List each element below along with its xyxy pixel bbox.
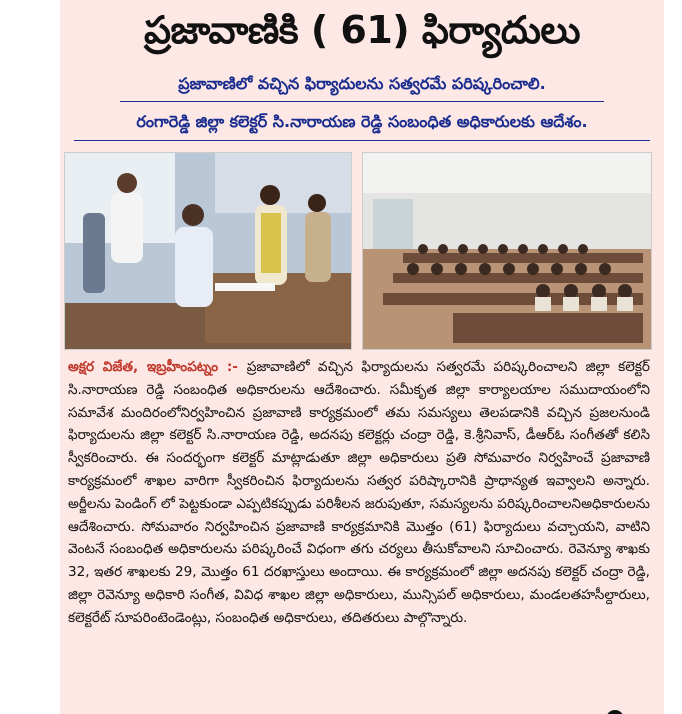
subheading-2-underline	[74, 140, 650, 141]
photo-hall-illustration	[363, 153, 651, 349]
headline: ప్రజావాణికి ( 61) ఫిర్యాదులు	[143, 8, 581, 52]
photo-meeting-hall-audience	[362, 152, 652, 350]
subheading-2: రంగారెడ్డి జిల్లా కలెక్టర్ సి.నారాయణ రెడ్డి సంబంధిత అధికారులకు ఆదేశం.	[136, 112, 588, 131]
article-text: ప్రజావాణిలో వచ్చిన ఫిర్యాదులను సత్వరమే పరిష్కరించాలని జిల్లా కలెక్టర్ సి.నారాయణ రెడ్డి సంబంధిత అధికారులను ఆదేశించారు. సమీకృత జిల్లా కార్యాలయాల సముదాయంలోని సమావేశ మందిరంలోనిర్వహించిన ప్రజావాణి కార్యక్రమంలో తమ సమస్యలు తెలపడానికి వచ్చిన ప్రజలనుండి ఫిర్యాదులను జిల్లా కలెక్టర్ సి.నారాయణ రెడ్డి, అదనపు కలెక్టర్లు చంద్రా రెడ్డి, కె.శ్రీనివాస్, డీఆర్ఓ సంగీతతో కలిసి స్వీకరించారు. ఈ సందర్భంగా కలెక్టర్ మాట్లాడుతూ జిల్లా అధికారులు ప్రతి సోమవారం నిర్వహించే ప్రజావాణి కార్యక్రమంలో శాఖల వారిగా స్వీకరించిన ఫిర్యాదులను సత్వర పరిష్కారానికి ప్రాధాన్యత ఇవ్వాలని అన్నారు. అర్జీలను పెండింగ్ లో పెట్టకుండా ఎప్పటికప్పుడు పరిశీలన జరుపుతూ, సమస్యలను పరిష్కరించాలనిఅధికారులను ఆదేశించారు. సోమవారం నిర్వహించిన ప్రజావాణి కార్యక్రమానికి మొత్తం (61) ఫిర్యాదులు వచ్చాయని, వాటిని వెంటనే సంబంధిత అధికారులను పరిష్కరించే విధంగా తగు చర్యలు తీసుకోవాలని సూచించారు. రెవెన్యూ శాఖకు 32, ఇతర శాఖలకు 29, మొత్తం 61 దరఖాస్తులు అందాయి. ఈ కార్యక్రమంలో జిల్లా అదనపు కలెక్టర్ చంద్రా రెడ్డి, జిల్లా రెవెన్యూ అధికారి సంగీత, వివిధ శాఖల జిల్లా అధికారులు, మున్సిపల్ అధికారులు, మండలతహసీల్దారులు, కలెక్టరేట్ సూపరింటెండెంట్లు, సంబంధిత అధికారులు, తదితరులు పాల్గొన్నారు.	[68, 359, 650, 626]
article-body	[68, 356, 650, 630]
news-clipping	[60, 0, 664, 714]
photo-collector-receiving-petitions	[64, 152, 352, 350]
byline: అక్షర విజేత, ఇబ్రహీంపట్నం :-	[68, 359, 247, 375]
cropped-corner-mark	[606, 710, 624, 714]
subheading-1-underline	[120, 101, 604, 102]
subheading-1: ప్రజావాణిలో వచ్చిన ఫిర్యాదులను సత్వరమే పరిష్కరించాలి.	[178, 74, 546, 93]
cropped-top-text	[72, 0, 652, 6]
photo-collector-illustration	[65, 153, 351, 349]
